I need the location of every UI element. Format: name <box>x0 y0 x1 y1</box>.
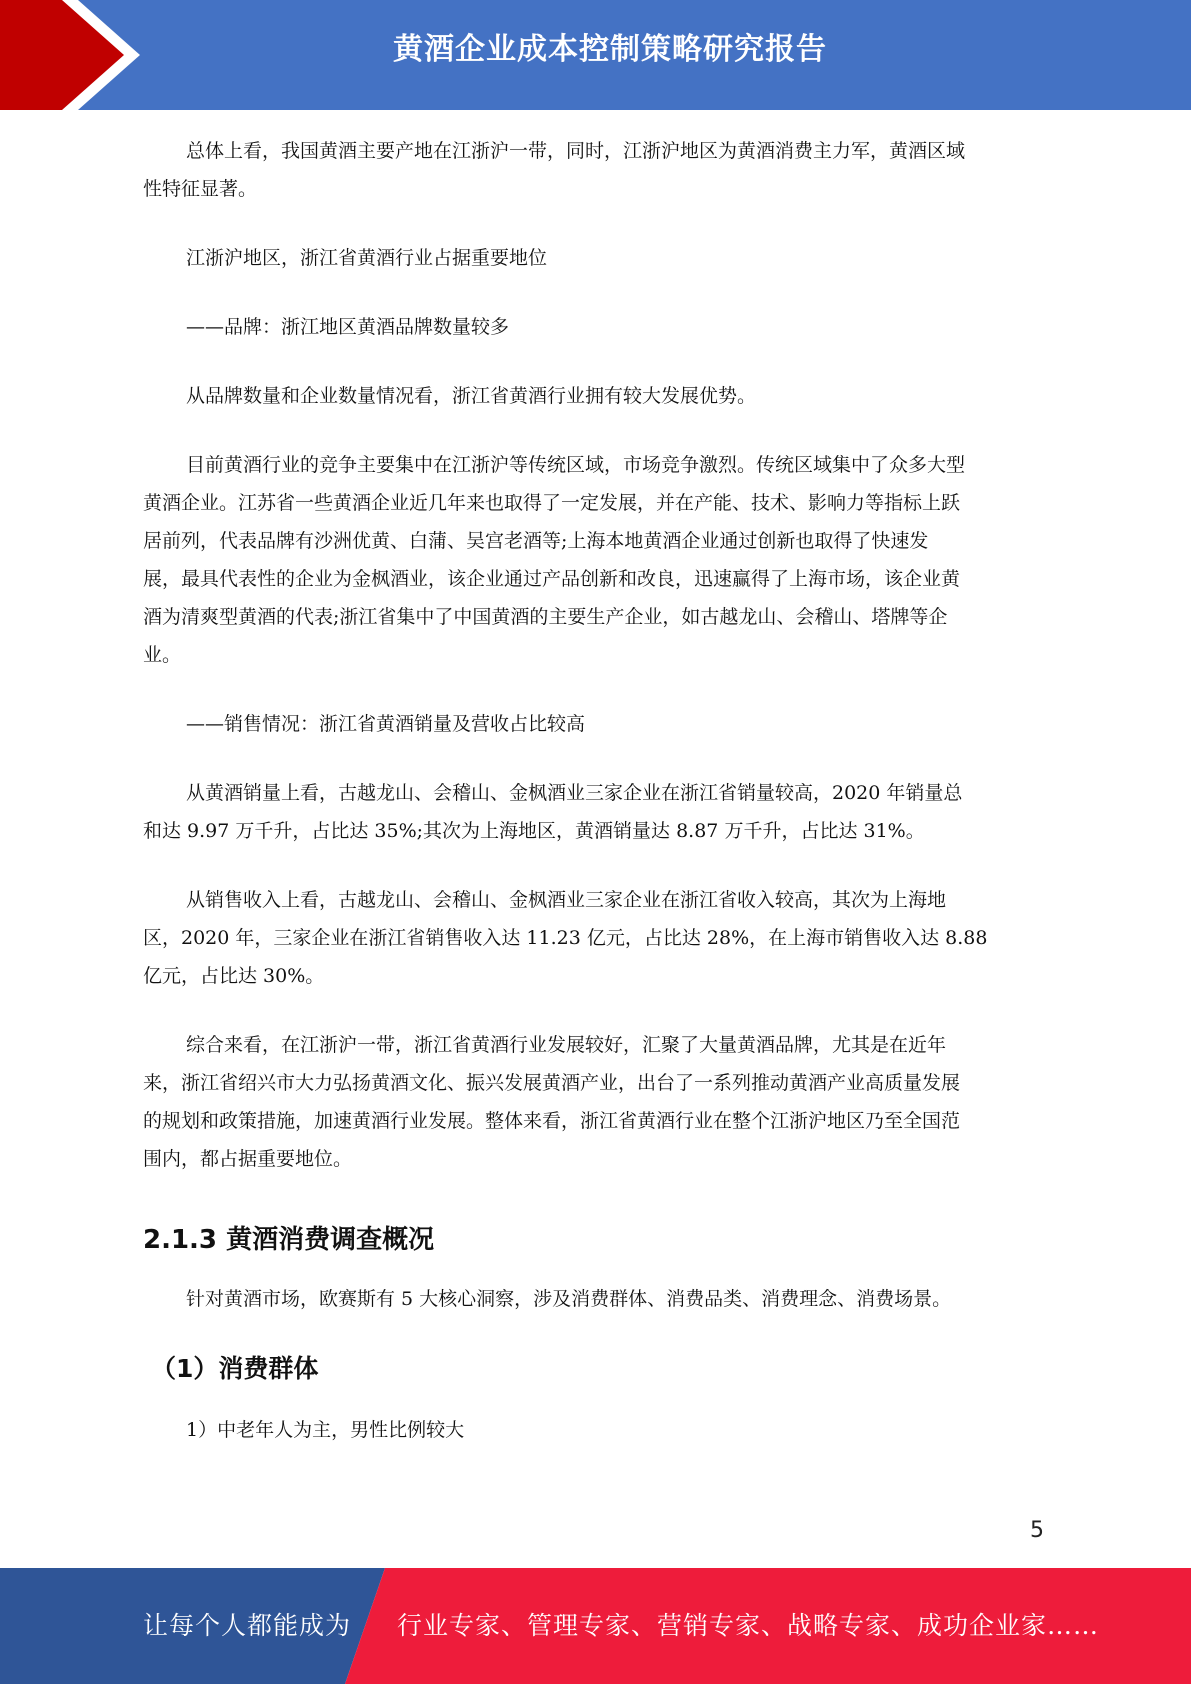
list-item: 1）中老年人为主，男性比例较大 <box>186 1419 465 1441</box>
paragraph-overview: 总体上看，我国黄酒主要产地在江浙沪一带，同时，江浙沪地区为黄酒消费主力军，黄酒区域 性特征显著。 <box>143 140 966 200</box>
document-body <box>143 132 1048 1480</box>
report-title: 黄酒企业成本控制策略研究报告 <box>393 32 827 67</box>
footer-band <box>0 1568 1191 1684</box>
paragraph-summary: 综合来看，在江浙沪一带，浙江省黄酒行业发展较好，汇聚了大量黄酒品牌，尤其是在近年 来，浙江省绍兴市大力弘扬黄酒文化、振兴发展黄酒产业，出台了一系列推动黄酒产业高质量发展 的规划和政策措施，加速黄酒行业发展。整体来看，浙江省黄酒行业在整个江浙沪地区乃至全国范 围内，都占据重要地位。 <box>143 1034 961 1170</box>
subsection-heading: （1）消费群体 <box>151 1354 319 1383</box>
paragraph-sales-heading: ——销售情况：浙江省黄酒销量及营收占比较高 <box>186 713 586 735</box>
chevron-arrow-icon <box>0 0 160 110</box>
header-band <box>0 0 1191 110</box>
paragraph-brand-advantage: 从品牌数量和企业数量情况看，浙江省黄酒行业拥有较大发展优势。 <box>186 385 757 407</box>
section-heading: 2.1.3 黄酒消费调查概况 <box>143 1225 435 1255</box>
footer-slogan-left: 让每个人都能成为 <box>143 1611 352 1640</box>
paragraph-brand-heading: ——品牌：浙江地区黄酒品牌数量较多 <box>186 316 510 338</box>
paragraph-sales-volume: 从黄酒销量上看，古越龙山、会稽山、金枫酒业三家企业在浙江省销量较高，2020 年销量总 和达 9.97 万千升，占比达 35%;其次为上海地区，黄酒销量达 8.87 万千升，占比达 31%。 <box>143 782 963 842</box>
paragraph-competition: 目前黄酒行业的竞争主要集中在江浙沪等传统区域，市场竞争激烈。传统区域集中了众多大型 黄酒企业。江苏省一些黄酒企业近几年来也取得了一定发展，并在产能、技术、影响力等指标上跃 居前列，代表品牌有沙洲优黄、白蒲、吴宫老酒等;上海本地黄酒企业通过创新也取得了快速发 展，最具代表性的企业为金枫酒业，该企业通过产品创新和改良，迅速赢得了上海市场，该企业黄 酒为清爽型黄酒的代表;浙江省集中了中国黄酒的主要生产企业，如古越龙山、会稽山、塔牌等企 业。 <box>143 454 966 666</box>
paragraph-sales-revenue: 从销售收入上看，古越龙山、会稽山、金枫酒业三家企业在浙江省收入较高，其次为上海地 区，2020 年，三家企业在浙江省销售收入达 11.23 亿元，占比达 28%，在上海市销售收入达 8.88 亿元，占比达 30%。 <box>143 889 988 987</box>
page-number: 5 <box>1030 1518 1044 1543</box>
paragraph-region: 江浙沪地区，浙江省黄酒行业占据重要地位 <box>186 247 548 269</box>
footer-slogan-right: 行业专家、管理专家、营销专家、战略专家、成功企业家…… <box>397 1611 1100 1640</box>
section-intro: 针对黄酒市场，欧赛斯有 5 大核心洞察，涉及消费群体、消费品类、消费理念、消费场景。 <box>186 1288 952 1310</box>
